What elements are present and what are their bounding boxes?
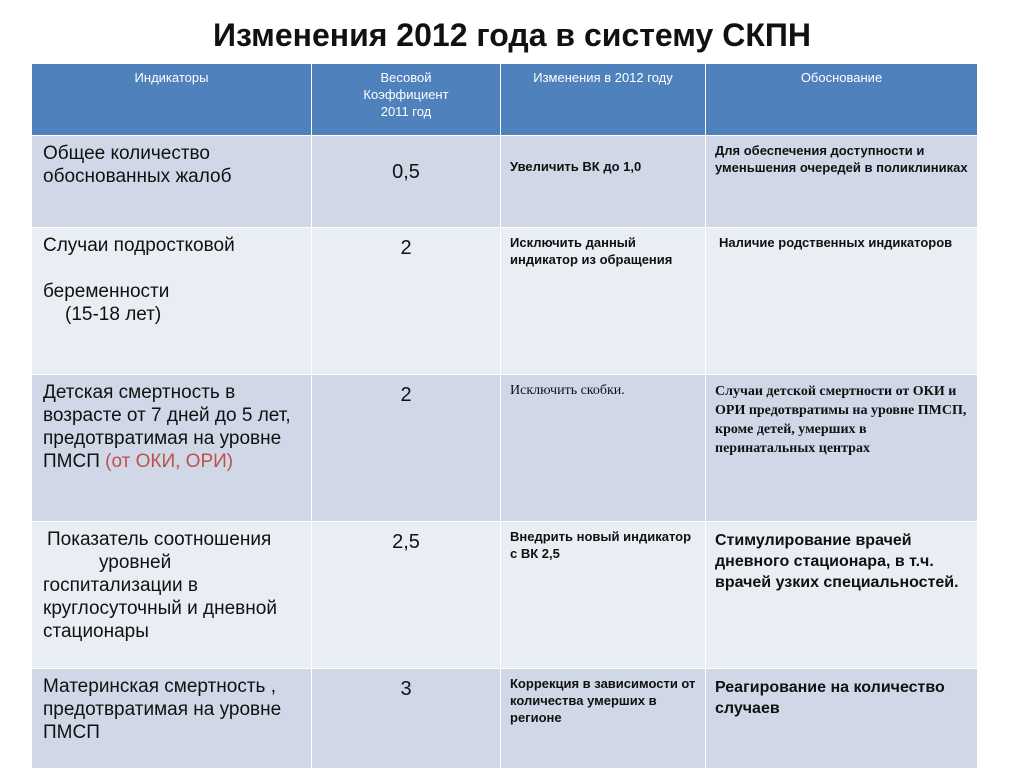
justification-cell: Наличие родственных индикаторов: [706, 228, 978, 375]
table-row: [32, 228, 978, 375]
indicator-cell: [32, 228, 312, 375]
table-row: [32, 375, 978, 522]
weight-cell: 0,5: [312, 136, 501, 228]
indicator-text: Детская смертность в возрасте от 7 дней до 5 лет, предотвратимая на уровне ПМСП: [43, 382, 291, 472]
change-cell: Внедрить новый индикатор с ВК 2,5: [501, 522, 706, 669]
indicator-red-text: (от ОКИ, ОРИ): [105, 451, 234, 472]
indicator-cell: [32, 375, 312, 522]
indicators-table: [31, 63, 978, 768]
justification-cell: Реагирование на количество случаев: [706, 669, 978, 768]
change-cell: Коррекция в зависимости от количества умерших в регионе: [501, 669, 706, 768]
indicator-line: госпитализации в круглосуточный и дневной стационары: [43, 575, 277, 642]
indicator-line: беременности: [43, 281, 170, 302]
table-row: [32, 522, 978, 669]
header-justification: Обоснование: [706, 64, 978, 136]
justification-cell: Стимулирование врачей дневного стационара, в т.ч. врачей узких специальностей.: [706, 522, 978, 669]
header-weight: Весовой Коэффициент 2011 год: [312, 64, 501, 136]
indicator-line: Случаи подростковой: [43, 235, 235, 256]
change-cell: Увеличить ВК до 1,0: [501, 136, 706, 228]
indicator-line: уровней: [99, 552, 172, 573]
table-row: [32, 669, 978, 768]
table-row: [32, 136, 978, 228]
change-cell: Исключить скобки.: [501, 375, 706, 522]
indicator-cell: Материнская смертность , предотвратимая на уровне ПМСП: [32, 669, 312, 768]
weight-cell: 2,5: [312, 522, 501, 669]
change-cell: Исключить данный индикатор из обращения: [501, 228, 706, 375]
indicator-cell: Общее количество обоснованных жалоб: [32, 136, 312, 228]
indicator-line: Показатель соотношения: [47, 529, 272, 550]
header-changes: Изменения в 2012 году: [501, 64, 706, 136]
justification-cell: Для обеспечения доступности и уменьшения очередей в поликлиниках: [706, 136, 978, 228]
weight-cell: 2: [312, 228, 501, 375]
table-header-row: [32, 64, 978, 136]
slide-title: Изменения 2012 года в систему СКПН: [213, 17, 811, 53]
indicator-line: (15-18 лет): [65, 304, 162, 325]
justification-cell: Случаи детской смертности от ОКИ и ОРИ предотвратимы на уровне ПМСП, кроме детей, умерших в перинатальных центрах: [706, 375, 978, 522]
indicator-cell: [32, 522, 312, 669]
weight-cell: 2: [312, 375, 501, 522]
header-indicators: Индикаторы: [32, 64, 312, 136]
weight-cell: 3: [312, 669, 501, 768]
